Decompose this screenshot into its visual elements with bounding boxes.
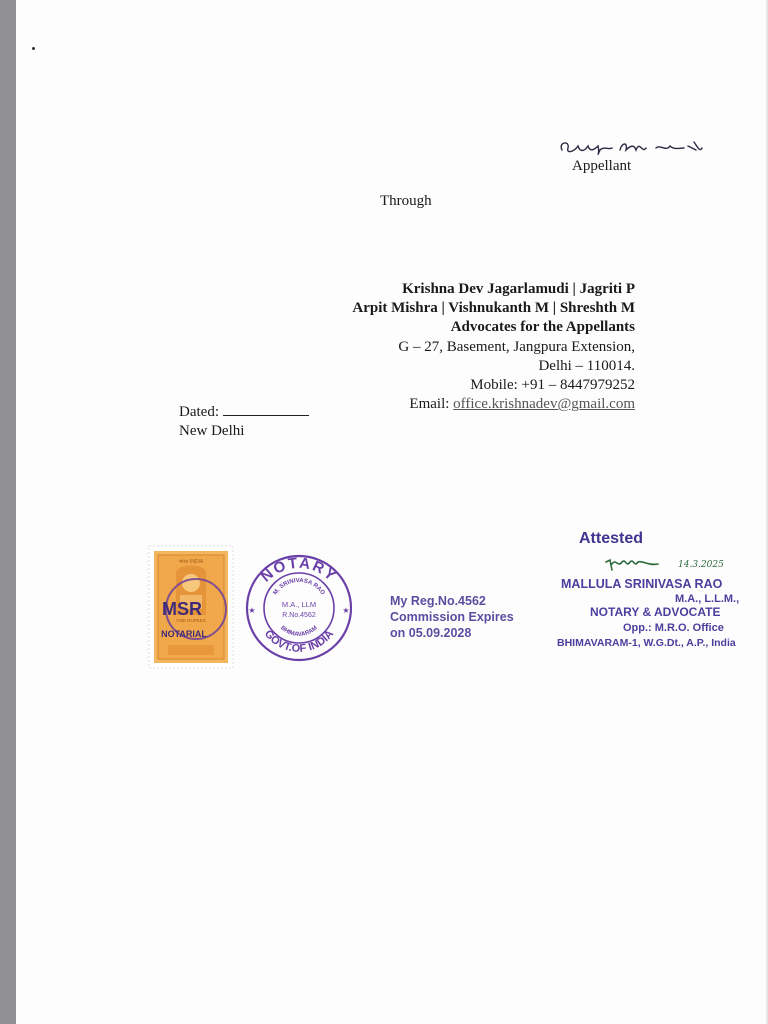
notary-title: NOTARY & ADVOCATE	[590, 605, 721, 619]
notary-office: Opp.: M.R.O. Office	[623, 622, 724, 634]
signature-date: 14.3.2025	[678, 560, 724, 570]
advocates-block	[352, 280, 635, 414]
stamp-initials: MSR	[162, 599, 202, 619]
email-row	[352, 395, 635, 414]
dated-block	[179, 403, 309, 441]
notary-signature	[604, 554, 754, 576]
mobile-number: Mobile: +91 – 8447979252	[470, 377, 635, 394]
seal-place: BHIMAVARAM	[279, 625, 319, 638]
place-label: New Delhi	[179, 423, 245, 439]
scan-speck	[32, 47, 35, 50]
stamp-header: ONE RUPEES	[176, 618, 206, 623]
address-line1: G – 27, Basement, Jangpura Extension,	[398, 338, 635, 355]
svg-text:भारत INDIA: भारत INDIA	[178, 559, 204, 565]
notary-qualification: M.A., L.L.M.,	[675, 593, 740, 605]
stamp-word: NOTARIAL	[161, 629, 207, 639]
advocate-names-line1: Krishna Dev Jagarlamudi | Jagriti P	[402, 281, 635, 297]
notary-address: BHIMAVARAM-1, W.G.Dt., A.P., India	[557, 637, 736, 649]
svg-text:BHIMAVARAM	[279, 625, 319, 638]
reg-number: My Reg.No.4562	[390, 594, 486, 608]
seal-top-text: NOTARY	[257, 554, 341, 586]
email-label: Email:	[409, 396, 450, 413]
registration-block	[390, 593, 514, 641]
advocate-role: Advocates for the Appellants	[450, 319, 635, 336]
svg-text:★: ★	[342, 606, 350, 615]
commission-date: on 05.09.2028	[390, 626, 472, 640]
date-blank-line	[223, 403, 309, 416]
email-link[interactable]: office.krishnadev@gmail.com	[453, 396, 635, 413]
attested-heading: Attested	[579, 530, 644, 547]
seal-qualification: M.A., LLM	[281, 600, 317, 609]
notarial-stamp	[148, 545, 234, 669]
seal-notary-name: M. SRINIVASA RAO	[272, 577, 326, 597]
seal-reg: R.No.4562	[282, 612, 316, 619]
notary-seal	[240, 553, 358, 663]
notary-name: MALLULA SRINIVASA RAO	[561, 577, 723, 591]
through-label: Through	[380, 193, 432, 209]
seal-bottom-text: GOVT.OF INDIA	[261, 627, 337, 656]
commission-label: Commission Expires	[390, 610, 514, 624]
advocate-names-line2: Arpit Mishra | Vishnukanth M | Shreshth M	[352, 300, 635, 317]
appellant-label: Appellant	[572, 158, 632, 174]
address-line2: Delhi – 110014.	[538, 357, 635, 374]
dated-label: Dated:	[179, 404, 219, 420]
appellant-signature	[556, 136, 716, 160]
svg-text:★: ★	[248, 606, 256, 615]
svg-text:M. SRINIVASA RAO	[273, 578, 326, 597]
scan-left-edge	[0, 0, 16, 1024]
